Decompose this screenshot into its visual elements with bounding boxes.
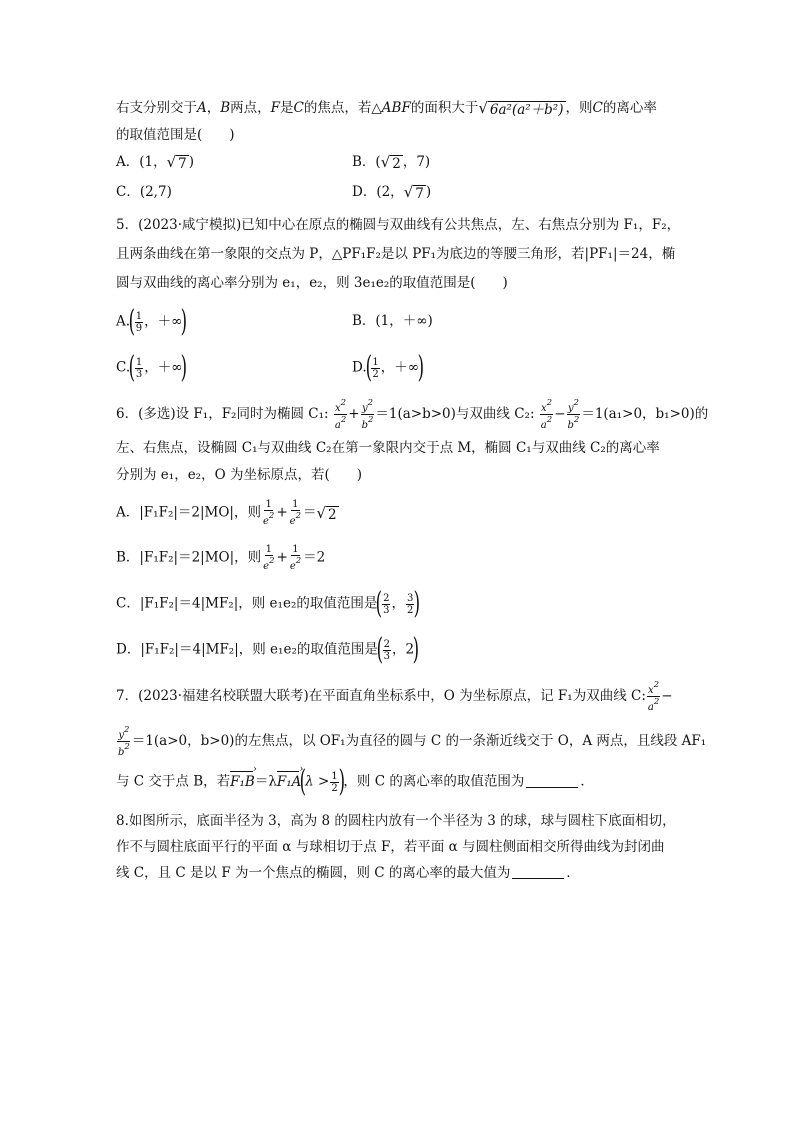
- var-F: F: [270, 100, 281, 116]
- radical: √ 6a²(a²＋b²): [478, 99, 564, 118]
- text: ＝λ: [254, 773, 277, 790]
- text: ＝: [302, 504, 317, 521]
- radical: √ 7: [403, 183, 424, 202]
- q5-option-a: A.( $\frac{1}{9}$ ，＋∞): [116, 304, 188, 339]
- q5-option-b: B．(1，＋∞): [352, 313, 433, 329]
- fraction: $\frac{1}{9}$: [135, 310, 143, 334]
- text: ，: [206, 100, 221, 116]
- fraction: $\frac{1}{2}$: [331, 770, 338, 794]
- fraction-y2-b2: $\frac{y^2}{b^2}$: [118, 725, 130, 758]
- var-A: A: [197, 100, 207, 116]
- q8-line-1: 8.如图所示，底面半径为 3，高为 8 的圆柱内放有一个半径为 3 的球，球与圆柱下底面相切，: [116, 813, 676, 829]
- q6-line-2: 左、右焦点，设椭圆 C₁与双曲线 C₂在第一象限内交于点 M，椭圆 C₁与双曲线 C₂的离心率: [116, 440, 660, 456]
- q5-option-d: D.( $\frac{1}{2}$ ，＋∞): [352, 350, 425, 385]
- fraction: $\frac{1}{3}$: [135, 356, 143, 380]
- q6-option-d: D．|F₁F₂|＝4|MF₂|，则 e₁e₂的取值范围是( $\frac{2}{3}$ ，2): [116, 632, 420, 667]
- fraction-y2-b2: $\frac{y^2}{b^2}$: [567, 398, 580, 431]
- text: ＝1(a>b>0)与双曲线 C₂:: [375, 406, 535, 422]
- fraction-y2-b2: $\frac{y^2}{b^2}$: [361, 398, 374, 431]
- answer-blank: [526, 775, 578, 788]
- radical: √ 2: [316, 503, 337, 523]
- text: ．: [580, 773, 594, 790]
- var-ABF: ABF: [381, 100, 411, 116]
- option-label: D.: [352, 359, 367, 376]
- option-label: D．(2，: [352, 184, 404, 200]
- q4-option-c: C．(2,7): [116, 184, 172, 200]
- text: ＝1(a>0，b>0)的左焦点，以 OF₁为直径的圆与 C 的一条渐近线交于 O，A 两点，且线段 AF₁: [131, 733, 707, 749]
- text: 右支分别交于: [116, 100, 197, 116]
- radical: √ 2: [380, 153, 401, 172]
- option-label: A．|F₁F₂|＝2|MO|，则: [116, 504, 261, 521]
- q6-option-b: B．|F₁F₂|＝2|MO|，则 $\frac{1}{e^2}$ + $\frac{1}{e^2}$ ＝2: [116, 544, 326, 572]
- text: 6．(多选)设 F₁，F₂同时为椭圆 C₁:: [116, 406, 329, 422]
- text: 线 C，且 C 是以 F 为一个焦点的椭圆，则 C 的离心率的最大值为: [116, 865, 511, 881]
- text: 的焦点，若△: [303, 100, 382, 116]
- text: ，＋∞: [144, 359, 183, 376]
- fraction: $\frac{1}{e^2}$: [289, 499, 301, 527]
- var-B: B: [220, 100, 231, 116]
- q4-option-a: [116, 153, 194, 172]
- q6-option-c: C．|F₁F₂|＝4|MF₂|，则 e₁e₂的取值范围是( $\frac{2}{3}$ ， $\frac{3}{2}$ ): [116, 586, 421, 621]
- q5-line-3: 圆与双曲线的离心率分别为 e₁，e₂，则 3e₁e₂的取值范围是( ): [116, 275, 508, 291]
- text: ＝1(a₁>0，b₁>0)的: [581, 406, 709, 422]
- var-C: C: [293, 100, 304, 116]
- q8-line-2: 作不与圆柱底面平行的平面 α 与球相切于点 F，若平面 α 与圆柱侧面相交所得曲线为封闭曲: [116, 839, 665, 855]
- option-label: B．|F₁F₂|＝2|MO|，则: [116, 549, 262, 566]
- fraction: $\frac{1}{e^2}$: [289, 544, 302, 572]
- option-label: D．|F₁F₂|＝4|MF₂|，则 e₁e₂的取值范围是: [116, 641, 378, 658]
- fraction: $\frac{2}{3}$: [383, 638, 390, 662]
- q7-line-1: 7．(2023·福建名校联盟大联考)在平面直角坐标系中，O 为坐标原点，记 F₁为双曲线 C: $\frac{x^2}{a^2}$ −: [116, 680, 673, 713]
- q8-line-3: [116, 864, 580, 882]
- text: ，则: [565, 100, 593, 116]
- option-label: B．(: [352, 154, 381, 170]
- text: ，7): [402, 154, 431, 170]
- text: 的面积大于: [410, 100, 479, 116]
- text: ＝2: [303, 549, 326, 566]
- option-label: A．(1，: [116, 154, 167, 170]
- text: 是: [280, 100, 294, 116]
- q4-option-b: [352, 153, 430, 172]
- text: ): [188, 154, 195, 170]
- fraction-x2-a2: $\frac{x^2}{a^2}$: [334, 398, 347, 431]
- fraction-x2-a2: $\frac{x^2}{a^2}$: [540, 398, 553, 431]
- fraction: $\frac{1}{e^2}$: [262, 499, 275, 527]
- q5-option-c: C.( $\frac{1}{3}$ ，＋∞): [116, 350, 188, 385]
- fraction: $\frac{1}{e^2}$: [263, 544, 275, 572]
- q4-line-2: 的取值范围是( ): [116, 127, 235, 143]
- text: 与 C 交于点 B，若: [116, 773, 231, 790]
- text: 的离心率: [602, 100, 657, 116]
- radicand: 2: [392, 156, 401, 172]
- radicand: 6a²(a²＋b²): [489, 102, 564, 118]
- q7-line-2: [116, 725, 706, 758]
- answer-blank: [512, 866, 564, 879]
- radicand: 2: [328, 506, 337, 523]
- text: ，＋∞: [380, 359, 419, 376]
- text: ，则 C 的离心率的取值范围为: [343, 773, 525, 790]
- vector-F1A: F₁A ›: [277, 773, 302, 791]
- text: 两点，: [230, 100, 271, 116]
- q7-line-3: 与 C 交于点 B，若F₁B ›＝λF₁A ›(λ > $\frac{1}{2}$ )，则 C 的离心率的取值范围为 ．: [116, 770, 594, 794]
- option-label: A.: [116, 313, 131, 330]
- var-C: C: [592, 100, 603, 116]
- radicand: 7: [178, 156, 187, 172]
- q6-line-3: 分别为 e₁，e₂，O 为坐标原点，若( ): [116, 467, 362, 483]
- fraction: $\frac{3}{2}$: [406, 592, 414, 616]
- option-label: C.: [116, 359, 131, 376]
- radicand: 7: [415, 186, 424, 202]
- text: ，2: [391, 641, 415, 658]
- text: ．: [566, 865, 580, 881]
- q4-option-d: [352, 183, 431, 202]
- option-label: C．|F₁F₂|＝4|MF₂|，则 e₁e₂的取值范围是: [116, 595, 378, 612]
- lambda-condition: λ >: [305, 773, 330, 790]
- fraction: $\frac{2}{3}$: [383, 592, 390, 616]
- q6-line-1: 6．(多选)设 F₁，F₂同时为椭圆 C₁: $\frac{x^2}{a^2}$ + $\frac{y^2}{b^2}$ ＝1(a>b>0)与双曲线 C₂: $\frac{x^2}{a^2}$ − $\frac{y^2}{b^2}$ ＝1(a₁>0，b₁>0)的: [116, 398, 709, 431]
- text: 7．(2023·福建名校联盟大联考)在平面直角坐标系中，O 为坐标原点，记 F₁为双曲线 C:: [116, 688, 646, 704]
- fraction: $\frac{1}{2}$: [372, 356, 379, 380]
- q4-line-1: [116, 99, 657, 118]
- text: ，＋∞: [144, 313, 183, 330]
- q5-line-2: 且两条曲线在第一象限的交点为 P，△PF₁F₂是以 PF₁为底边的等腰三角形，若|PF₁|＝24，椭: [116, 246, 676, 262]
- vector-F1B: F₁B ›: [230, 773, 255, 791]
- radical: √ 7: [166, 153, 187, 172]
- text: ): [425, 184, 432, 200]
- fraction-x2-a2: $\frac{x^2}{a^2}$: [647, 680, 660, 713]
- q6-option-a: A．|F₁F₂|＝2|MO|，则 $\frac{1}{e^2}$ + $\frac{1}{e^2}$ ＝ √ 2: [116, 499, 337, 527]
- q5-line-1: 5．(2023·咸宁模拟)已知中心在原点的椭圆与双曲线有公共焦点，左、右焦点分别为 F₁，F₂，: [116, 217, 681, 233]
